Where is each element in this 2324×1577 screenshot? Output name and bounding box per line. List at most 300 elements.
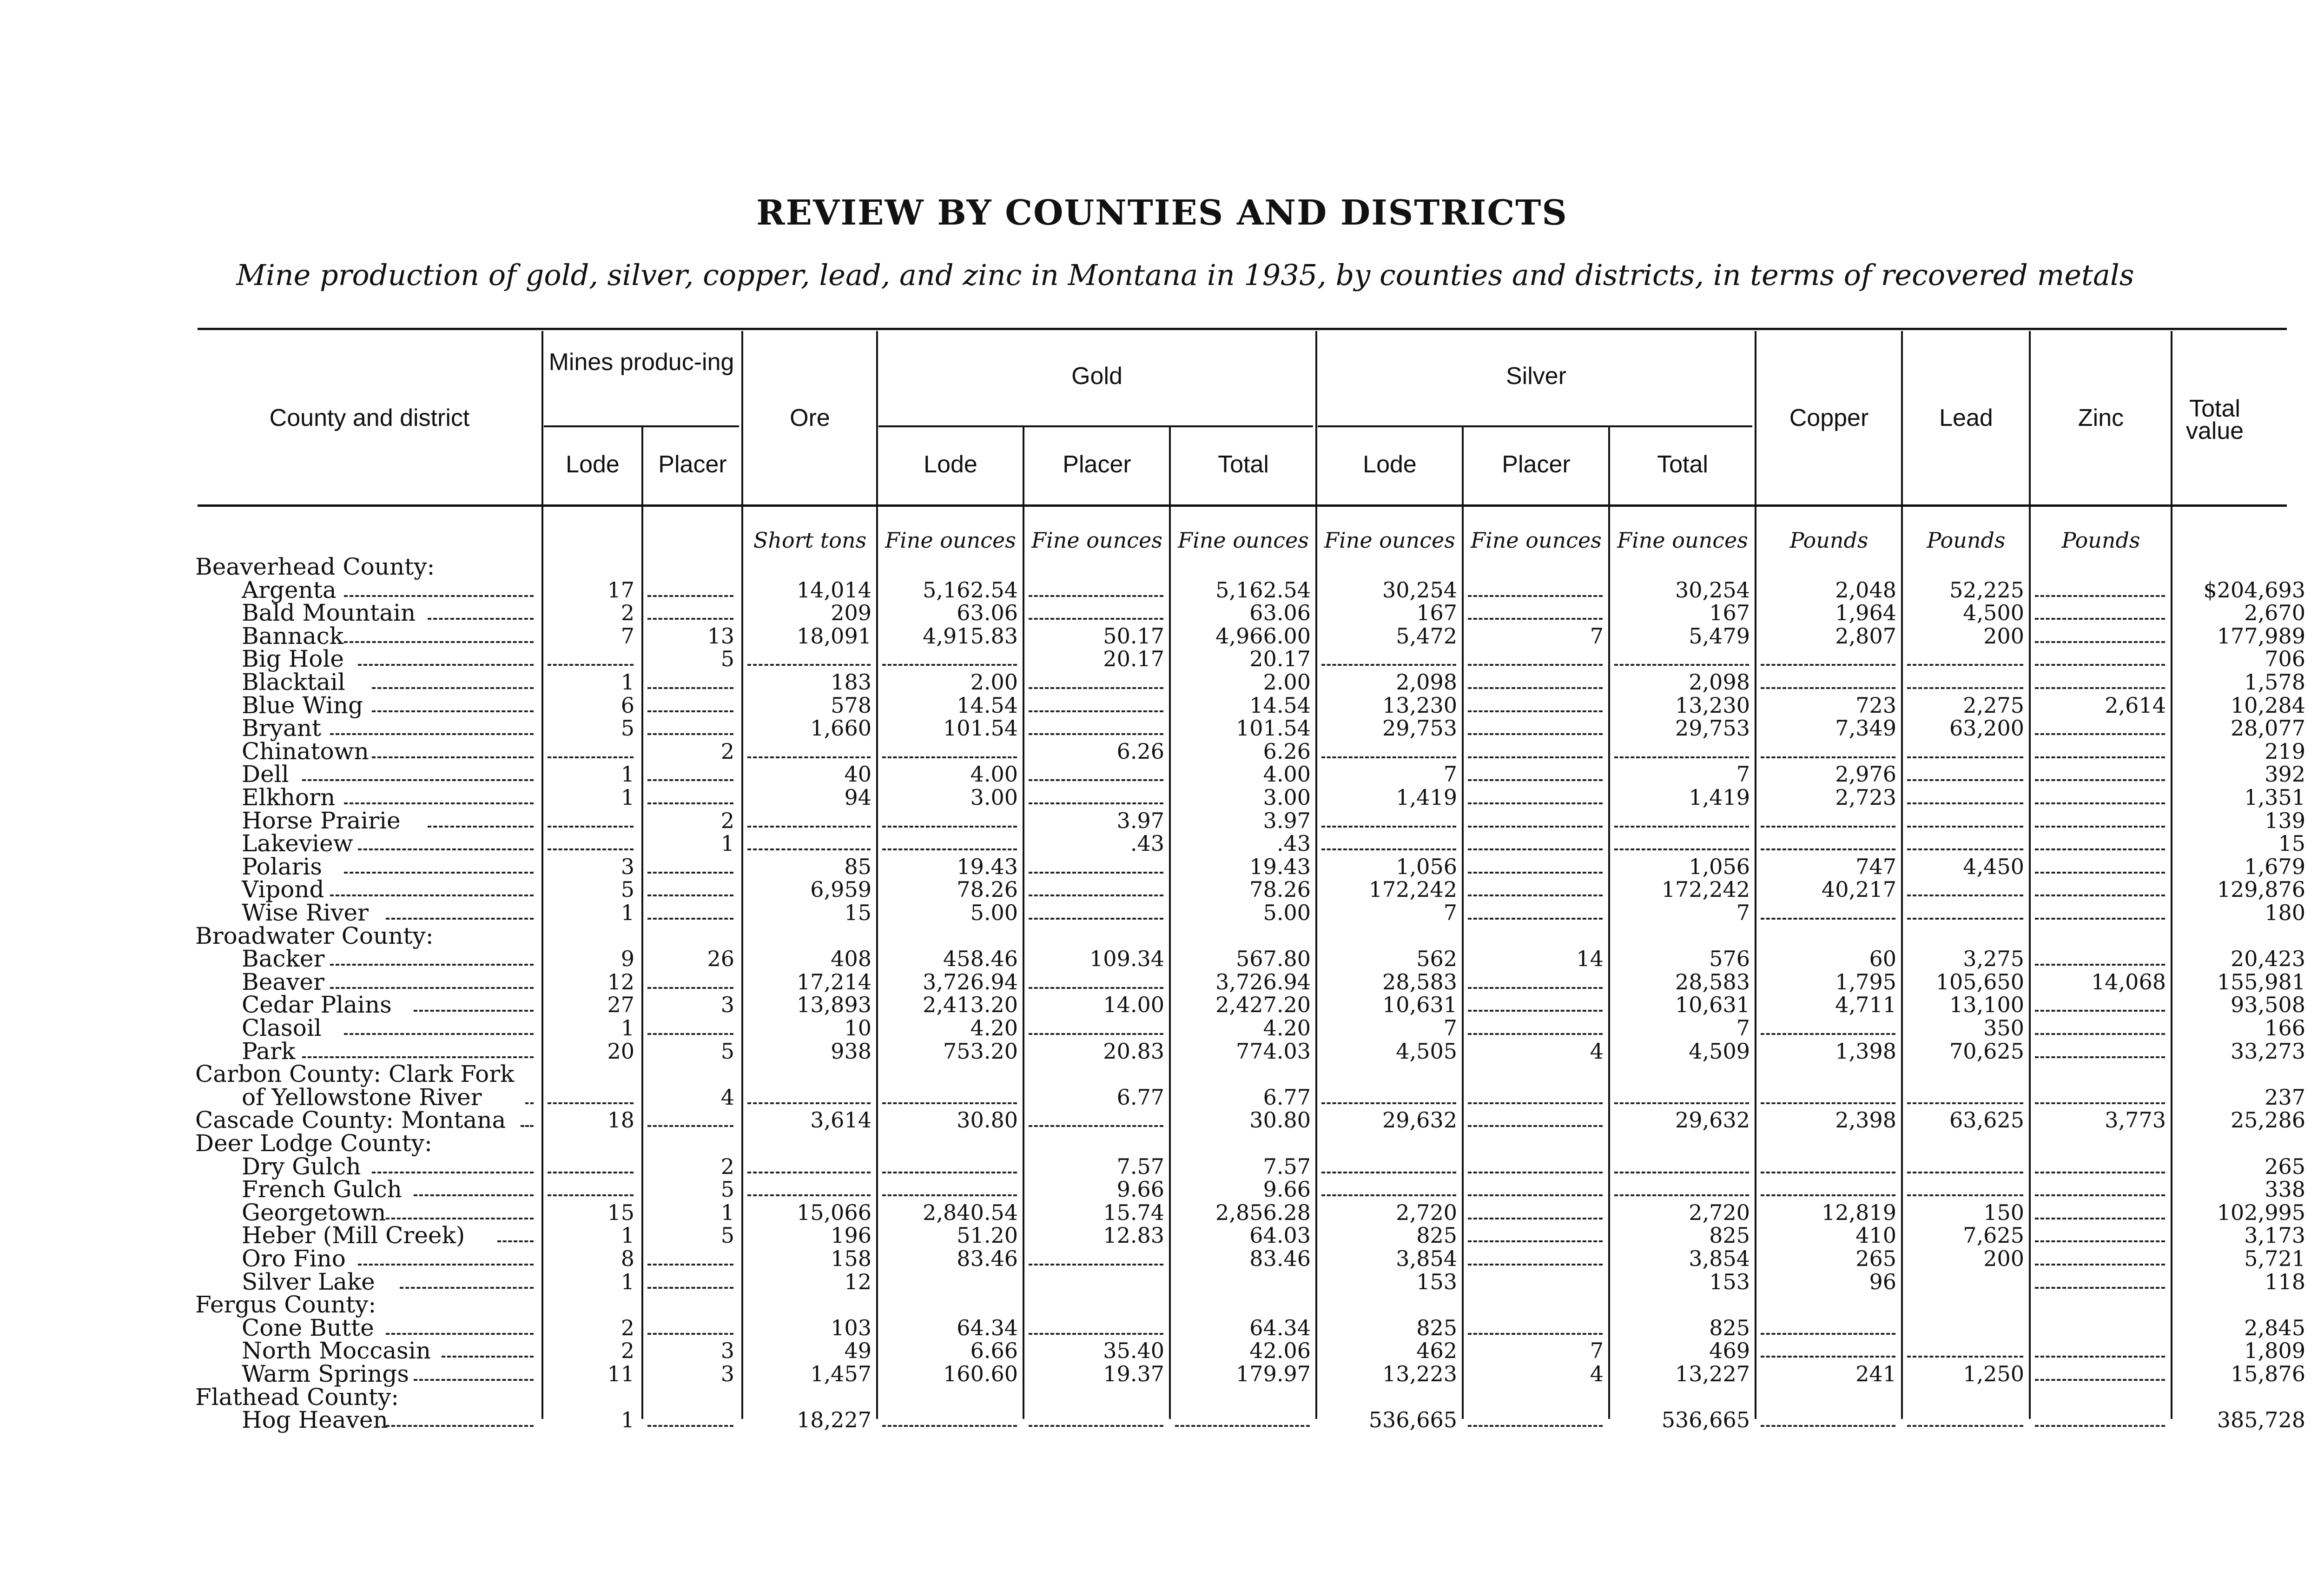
district-label: of Yellowstone River [242,1084,482,1111]
empty-cell-dash [1907,1356,2023,1358]
table-cell: 4.00 [970,762,1018,787]
table-cell: 1 [621,1015,634,1040]
table-cell: 160.60 [943,1361,1018,1386]
district-label: Bryant [242,715,321,742]
empty-cell-dash [747,756,871,758]
table-cell: 3.00 [1263,785,1311,810]
table-cell: 265 [2265,1154,2305,1179]
unit-copper: Pounds [1789,528,1868,553]
leader-dots [386,1218,534,1219]
table-cell: 2 [720,1154,734,1179]
table-cell: 93,508 [2231,992,2305,1017]
table-cell: 578 [831,693,872,718]
empty-cell-dash [1468,1033,1603,1035]
leader-dots [428,618,534,620]
table-cell: 576 [1709,946,1750,971]
header-silver-placer: Placer [1502,451,1571,478]
table-cell: 15,066 [797,1200,872,1225]
empty-cell-dash [548,756,634,758]
leader-dots [414,1379,534,1381]
header-mines-lode: Lode [566,451,620,478]
leader-dots [442,1356,534,1358]
empty-cell-dash [1468,1172,1603,1173]
header-mines-placer: Placer [658,451,727,478]
table-cell: 8 [621,1246,634,1271]
table-cell: 2 [621,600,634,625]
empty-cell-dash [2035,1056,2165,1058]
table-cell: 14,068 [2091,969,2166,994]
table-cell: 78.26 [957,877,1018,902]
table-cell: 1 [621,785,634,810]
district-label: Cone Butte [242,1314,374,1341]
empty-cell-dash [1907,802,2023,804]
district-label: Park [242,1038,296,1065]
leader-dots [330,733,534,735]
table-cell: 7 [1443,1015,1457,1040]
empty-cell-dash [1468,802,1603,804]
table-cell: 85 [844,854,872,879]
empty-cell-dash [1468,1218,1603,1219]
district-label: Warm Springs [242,1360,409,1387]
table-cell: 209 [831,600,872,625]
table-cell: 158 [831,1246,872,1271]
table-cell: 167 [1709,600,1750,625]
table-cell: 3,854 [1689,1246,1750,1271]
table-cell: 338 [2265,1177,2305,1202]
empty-cell-dash [548,1194,634,1196]
table-cell: 42.06 [1249,1338,1311,1363]
empty-cell-dash [1907,1102,2023,1104]
empty-cell-dash [2035,872,2165,874]
empty-cell-dash [1468,733,1603,735]
district-label: Silver Lake [242,1268,375,1295]
empty-cell-dash [1468,895,1603,896]
table-cell: 14.00 [1103,992,1164,1017]
table-cell: 237 [2265,1085,2305,1110]
table-cell: 2,614 [2105,693,2166,718]
empty-cell-dash [1321,664,1456,666]
table-cell: 3 [720,992,734,1017]
empty-cell-dash [747,1102,871,1104]
table-cell: 1,679 [2244,854,2305,879]
empty-cell-dash [2035,733,2165,735]
district-label: Dry Gulch [242,1153,361,1180]
empty-cell-dash [2035,1218,2165,1219]
table-cell: 1,457 [810,1361,872,1386]
table-cell: 29,632 [1675,1107,1750,1133]
district-label: Clasoil [242,1014,322,1041]
empty-cell-dash [1761,848,1895,850]
table-cell: 70,625 [1949,1039,2024,1064]
table-cell: 12 [844,1269,872,1294]
empty-cell-dash [747,848,871,850]
col-divider [641,425,643,1419]
table-cell: 10,631 [1382,992,1457,1017]
table-cell: 78.26 [1249,877,1311,902]
district-label: Heber (Mill Creek) [242,1222,465,1249]
table-cell: 101.54 [1236,716,1311,741]
unit-silver-placer: Fine ounces [1471,528,1602,553]
table-cell: 20,423 [2231,946,2305,971]
table-cell: 2,845 [2244,1315,2305,1340]
table-cell: 35.40 [1103,1338,1164,1363]
table-cell: 6.66 [970,1338,1018,1363]
empty-cell-dash [2035,802,2165,804]
table-cell: 7 [1736,762,1750,787]
table-cell: 1,056 [1396,854,1457,879]
table-cell: 1,809 [2244,1338,2305,1363]
header-copper: Copper [1789,404,1869,431]
table-cell: 40 [844,762,872,787]
table-cell: 3.97 [1263,808,1311,833]
leader-dots [372,687,534,689]
table-cell: 5,721 [2244,1246,2305,1271]
table-cell: 64.34 [1249,1315,1311,1340]
table-cell: 18,227 [797,1407,872,1432]
empty-cell-dash [647,1287,733,1289]
table-cell: 562 [1416,946,1457,971]
table-cell: 5 [720,646,734,671]
empty-cell-dash [1468,779,1603,781]
empty-cell-dash [647,687,733,689]
table-cell: 14 [1576,946,1604,971]
table-caption: Mine production of gold, silver, copper, lead, and zinc in Montana in 1935, by counties and districts, in terms of recovered metals [236,258,2134,292]
table-cell: 63.06 [957,600,1018,625]
table-cell: 5,472 [1396,623,1457,649]
table-cell: 18,091 [797,623,872,649]
empty-cell-dash [2035,687,2165,689]
table-cell: 150 [1983,1200,2024,1225]
empty-cell-dash [1761,1333,1895,1335]
unit-gold-total: Fine ounces [1178,528,1309,553]
table-cell: 1 [621,762,634,787]
header-silver: Silver [1505,363,1567,390]
table-cell: 5,479 [1689,623,1750,649]
district-label: Polaris [242,853,323,880]
empty-cell-dash [1029,687,1163,689]
empty-cell-dash [882,1194,1017,1196]
empty-cell-dash [1907,687,2023,689]
empty-cell-dash [747,1194,871,1196]
table-cell: 15.74 [1103,1200,1164,1225]
table-cell: 9.66 [1263,1177,1311,1202]
table-cell: 83.46 [1249,1246,1311,1271]
table-cell: 9 [621,946,634,971]
table-cell: 180 [2265,900,2305,925]
gold-subheader-rule [878,425,1313,427]
header-gold-lode: Lode [924,451,977,478]
table-cell: 17,214 [797,969,872,994]
table-cell: 11 [607,1361,634,1386]
leader-dots [358,848,534,850]
table-cell: 4,915.83 [923,623,1018,649]
empty-cell-dash [2035,618,2165,620]
table-cell: 1 [621,1223,634,1248]
empty-cell-dash [1761,756,1895,758]
table-cell: 5 [720,1039,734,1064]
district-label: Horse Prairie [242,807,401,834]
table-cell: 177,989 [2217,623,2305,649]
empty-cell-dash [1029,779,1163,781]
empty-cell-dash [1029,872,1163,874]
table-cell: 4 [1590,1361,1604,1386]
empty-cell-dash [2035,779,2165,781]
table-cell: 4,509 [1689,1039,1750,1064]
county-label: Flathead County: [195,1384,399,1411]
table-cell: 774.03 [1236,1039,1311,1064]
table-cell: 49 [844,1338,872,1363]
empty-cell-dash [1907,895,2023,896]
table-cell: 6.26 [1263,739,1311,764]
table-cell: 15 [2278,831,2305,856]
table-cell: 7.57 [1263,1154,1311,1179]
empty-cell-dash [2035,664,2165,666]
table-cell: 153 [1416,1269,1457,1294]
table-cell: 14,014 [797,577,872,603]
table-cell: .43 [1130,831,1164,856]
empty-cell-dash [1468,687,1603,689]
leader-dots [372,1172,534,1173]
table-cell: 2,670 [2244,600,2305,625]
table-cell: 747 [1855,854,1896,879]
table-cell: 469 [1709,1338,1750,1363]
header-gold: Gold [1071,363,1122,390]
leader-dots [400,1287,534,1289]
col-divider [1608,425,1610,1419]
table-cell: 9.66 [1116,1177,1164,1202]
empty-cell-dash [1761,918,1895,920]
header-silver-total: Total [1657,451,1708,478]
leader-dots [386,1425,534,1427]
empty-cell-dash [1614,756,1749,758]
table-cell: 3,614 [810,1107,872,1133]
table-cell: 1,419 [1689,785,1750,810]
table-cell: 153 [1709,1269,1750,1294]
empty-cell-dash [1321,1102,1456,1104]
table-cell: 1 [621,1407,634,1432]
empty-cell-dash [747,664,871,666]
table-cell: 20.17 [1249,646,1311,671]
table-cell: 13,223 [1382,1361,1457,1386]
empty-cell-dash [1761,1102,1895,1104]
table-cell: 2,840.54 [923,1200,1018,1225]
table-cell: 28,077 [2231,716,2305,741]
district-label: Blue Wing [242,692,363,719]
unit-ore: Short tons [753,528,867,553]
table-cell: 350 [1983,1015,2024,1040]
table-cell: 6 [621,693,634,718]
empty-cell-dash [1029,595,1163,597]
table-cell: 10 [844,1015,872,1040]
district-label: Backer [242,945,325,972]
empty-cell-dash [1614,848,1749,850]
empty-cell-dash [1468,1194,1603,1196]
table-cell: 64.03 [1249,1223,1311,1248]
district-label: Elkhorn [242,784,336,811]
table-cell: 17 [607,577,634,603]
table-cell: 4 [720,1085,734,1110]
empty-cell-dash [1468,595,1603,597]
empty-cell-dash [2035,1172,2165,1173]
empty-cell-dash [1761,1033,1895,1035]
table-cell: 63,200 [1949,716,2024,741]
table-cell: 4.20 [1263,1015,1311,1040]
empty-cell-dash [1907,1425,2023,1427]
table-cell: 7 [621,623,634,649]
table-cell: 1,398 [1835,1039,1896,1064]
empty-cell-dash [1029,710,1163,712]
empty-cell-dash [1907,1172,2023,1173]
header-lead: Lead [1939,404,1993,431]
table-cell: 20.83 [1103,1039,1164,1064]
empty-cell-dash [1468,710,1603,712]
empty-cell-dash [1029,1425,1163,1427]
table-cell: 27 [607,992,634,1017]
table-cell: 13,100 [1949,992,2024,1017]
empty-cell-dash [2035,1010,2165,1012]
table-cell: 14.54 [1249,693,1311,718]
table-cell: 200 [1983,623,2024,649]
empty-cell-dash [1029,1264,1163,1266]
empty-cell-dash [647,1333,733,1335]
table-cell: 1 [621,900,634,925]
district-label: Bannack [242,623,344,649]
table-cell: 3,275 [1963,946,2024,971]
table-cell: 3.97 [1116,808,1164,833]
empty-cell-dash [1468,987,1603,989]
empty-cell-dash [647,987,733,989]
empty-cell-dash [1468,618,1603,620]
empty-cell-dash [647,918,733,920]
table-cell: 3,726.94 [923,969,1018,994]
table-cell: 7 [1736,1015,1750,1040]
empty-cell-dash [1761,1425,1895,1427]
unit-silver-total: Fine ounces [1617,528,1748,553]
district-label: Bald Mountain [242,599,416,626]
empty-cell-dash [2035,1264,2165,1266]
unit-gold-placer: Fine ounces [1031,528,1162,553]
leader-dots [344,872,534,874]
table-cell: 825 [1416,1223,1457,1248]
table-cell: 103 [831,1315,872,1340]
table-cell: 7 [1736,900,1750,925]
empty-cell-dash [1468,918,1603,920]
table-cell: 462 [1416,1338,1457,1363]
table-cell: 5,162.54 [923,577,1018,603]
table-cell: 29,753 [1382,716,1457,741]
table-cell: 3 [720,1361,734,1386]
leader-dots [372,756,534,758]
empty-cell-dash [882,1102,1017,1104]
empty-cell-dash [2035,595,2165,597]
table-cell: 19.43 [1249,854,1311,879]
table-cell: 15,876 [2231,1361,2305,1386]
leader-dots [372,710,534,712]
empty-cell-dash [1907,826,2023,828]
empty-cell-dash [1321,1172,1456,1173]
leader-dots [386,1333,534,1335]
table-cell: $204,693 [2203,577,2305,603]
district-label: French Gulch [242,1176,402,1203]
table-cell: 13,230 [1675,693,1750,718]
table-cell: 7,625 [1963,1223,2024,1248]
table-cell: 129,876 [2217,877,2305,902]
table-cell: 6.77 [1263,1085,1311,1110]
empty-cell-dash [647,895,733,896]
table-cell: 101.54 [943,716,1018,741]
header-gold-total: Total [1218,451,1269,478]
table-top-rule [198,328,2287,330]
empty-cell-dash [1321,1194,1456,1196]
table-cell: 50.17 [1103,623,1164,649]
empty-cell-dash [647,618,733,620]
table-cell: 14.54 [957,693,1018,718]
table-cell: 536,665 [1368,1407,1457,1432]
leader-dots [386,918,534,920]
table-cell: 172,242 [1661,877,1750,902]
table-cell: 30,254 [1675,577,1750,603]
table-cell: 825 [1709,1223,1750,1248]
table-cell: 109.34 [1089,946,1164,971]
table-cell: 51.20 [957,1223,1018,1248]
table-cell: 4,966.00 [1215,623,1311,649]
table-cell: 2,275 [1963,693,2024,718]
empty-cell-dash [2035,964,2165,966]
table-cell: 2,427.20 [1215,992,1311,1017]
table-cell: 1 [720,831,734,856]
table-cell: 1,660 [810,716,872,741]
empty-cell-dash [1907,918,2023,920]
district-label: North Moccasin [242,1337,431,1364]
unit-gold-lode: Fine ounces [885,528,1016,553]
table-cell: 4,505 [1396,1039,1457,1064]
empty-cell-dash [1468,1010,1603,1012]
empty-cell-dash [1761,687,1895,689]
leader-dots [414,1010,534,1012]
table-cell: 179.97 [1236,1361,1311,1386]
empty-cell-dash [1761,1356,1895,1358]
unit-lead: Pounds [1927,528,2006,553]
empty-cell-dash [1907,756,2023,758]
empty-cell-dash [2035,1033,2165,1035]
table-cell: 20 [607,1039,634,1064]
table-cell: 2,856.28 [1215,1200,1311,1225]
table-cell: 408 [831,946,872,971]
leader-dots [330,895,534,896]
table-cell: 458.46 [943,946,1018,971]
table-cell: 825 [1709,1315,1750,1340]
table-cell: 7 [1590,623,1604,649]
table-cell: 2.00 [970,669,1018,695]
table-cell: 2,723 [1835,785,1896,810]
table-cell: 96 [1869,1269,1896,1294]
empty-cell-dash [882,1172,1017,1173]
empty-cell-dash [1468,1264,1603,1266]
table-cell: 2,720 [1396,1200,1457,1225]
table-cell: 4.20 [970,1015,1018,1040]
unit-silver-lode: Fine ounces [1324,528,1455,553]
empty-cell-dash [2035,826,2165,828]
table-cell: 15 [844,900,872,925]
table-cell: 5 [720,1223,734,1248]
empty-cell-dash [548,1102,634,1104]
table-cell: 3,773 [2105,1107,2166,1133]
table-cell: 1 [621,669,634,695]
header-total-value: Total value [2185,395,2244,444]
col-divider [1755,331,1756,1419]
table-cell: 2,098 [1689,669,1750,695]
table-cell: .43 [1276,831,1311,856]
